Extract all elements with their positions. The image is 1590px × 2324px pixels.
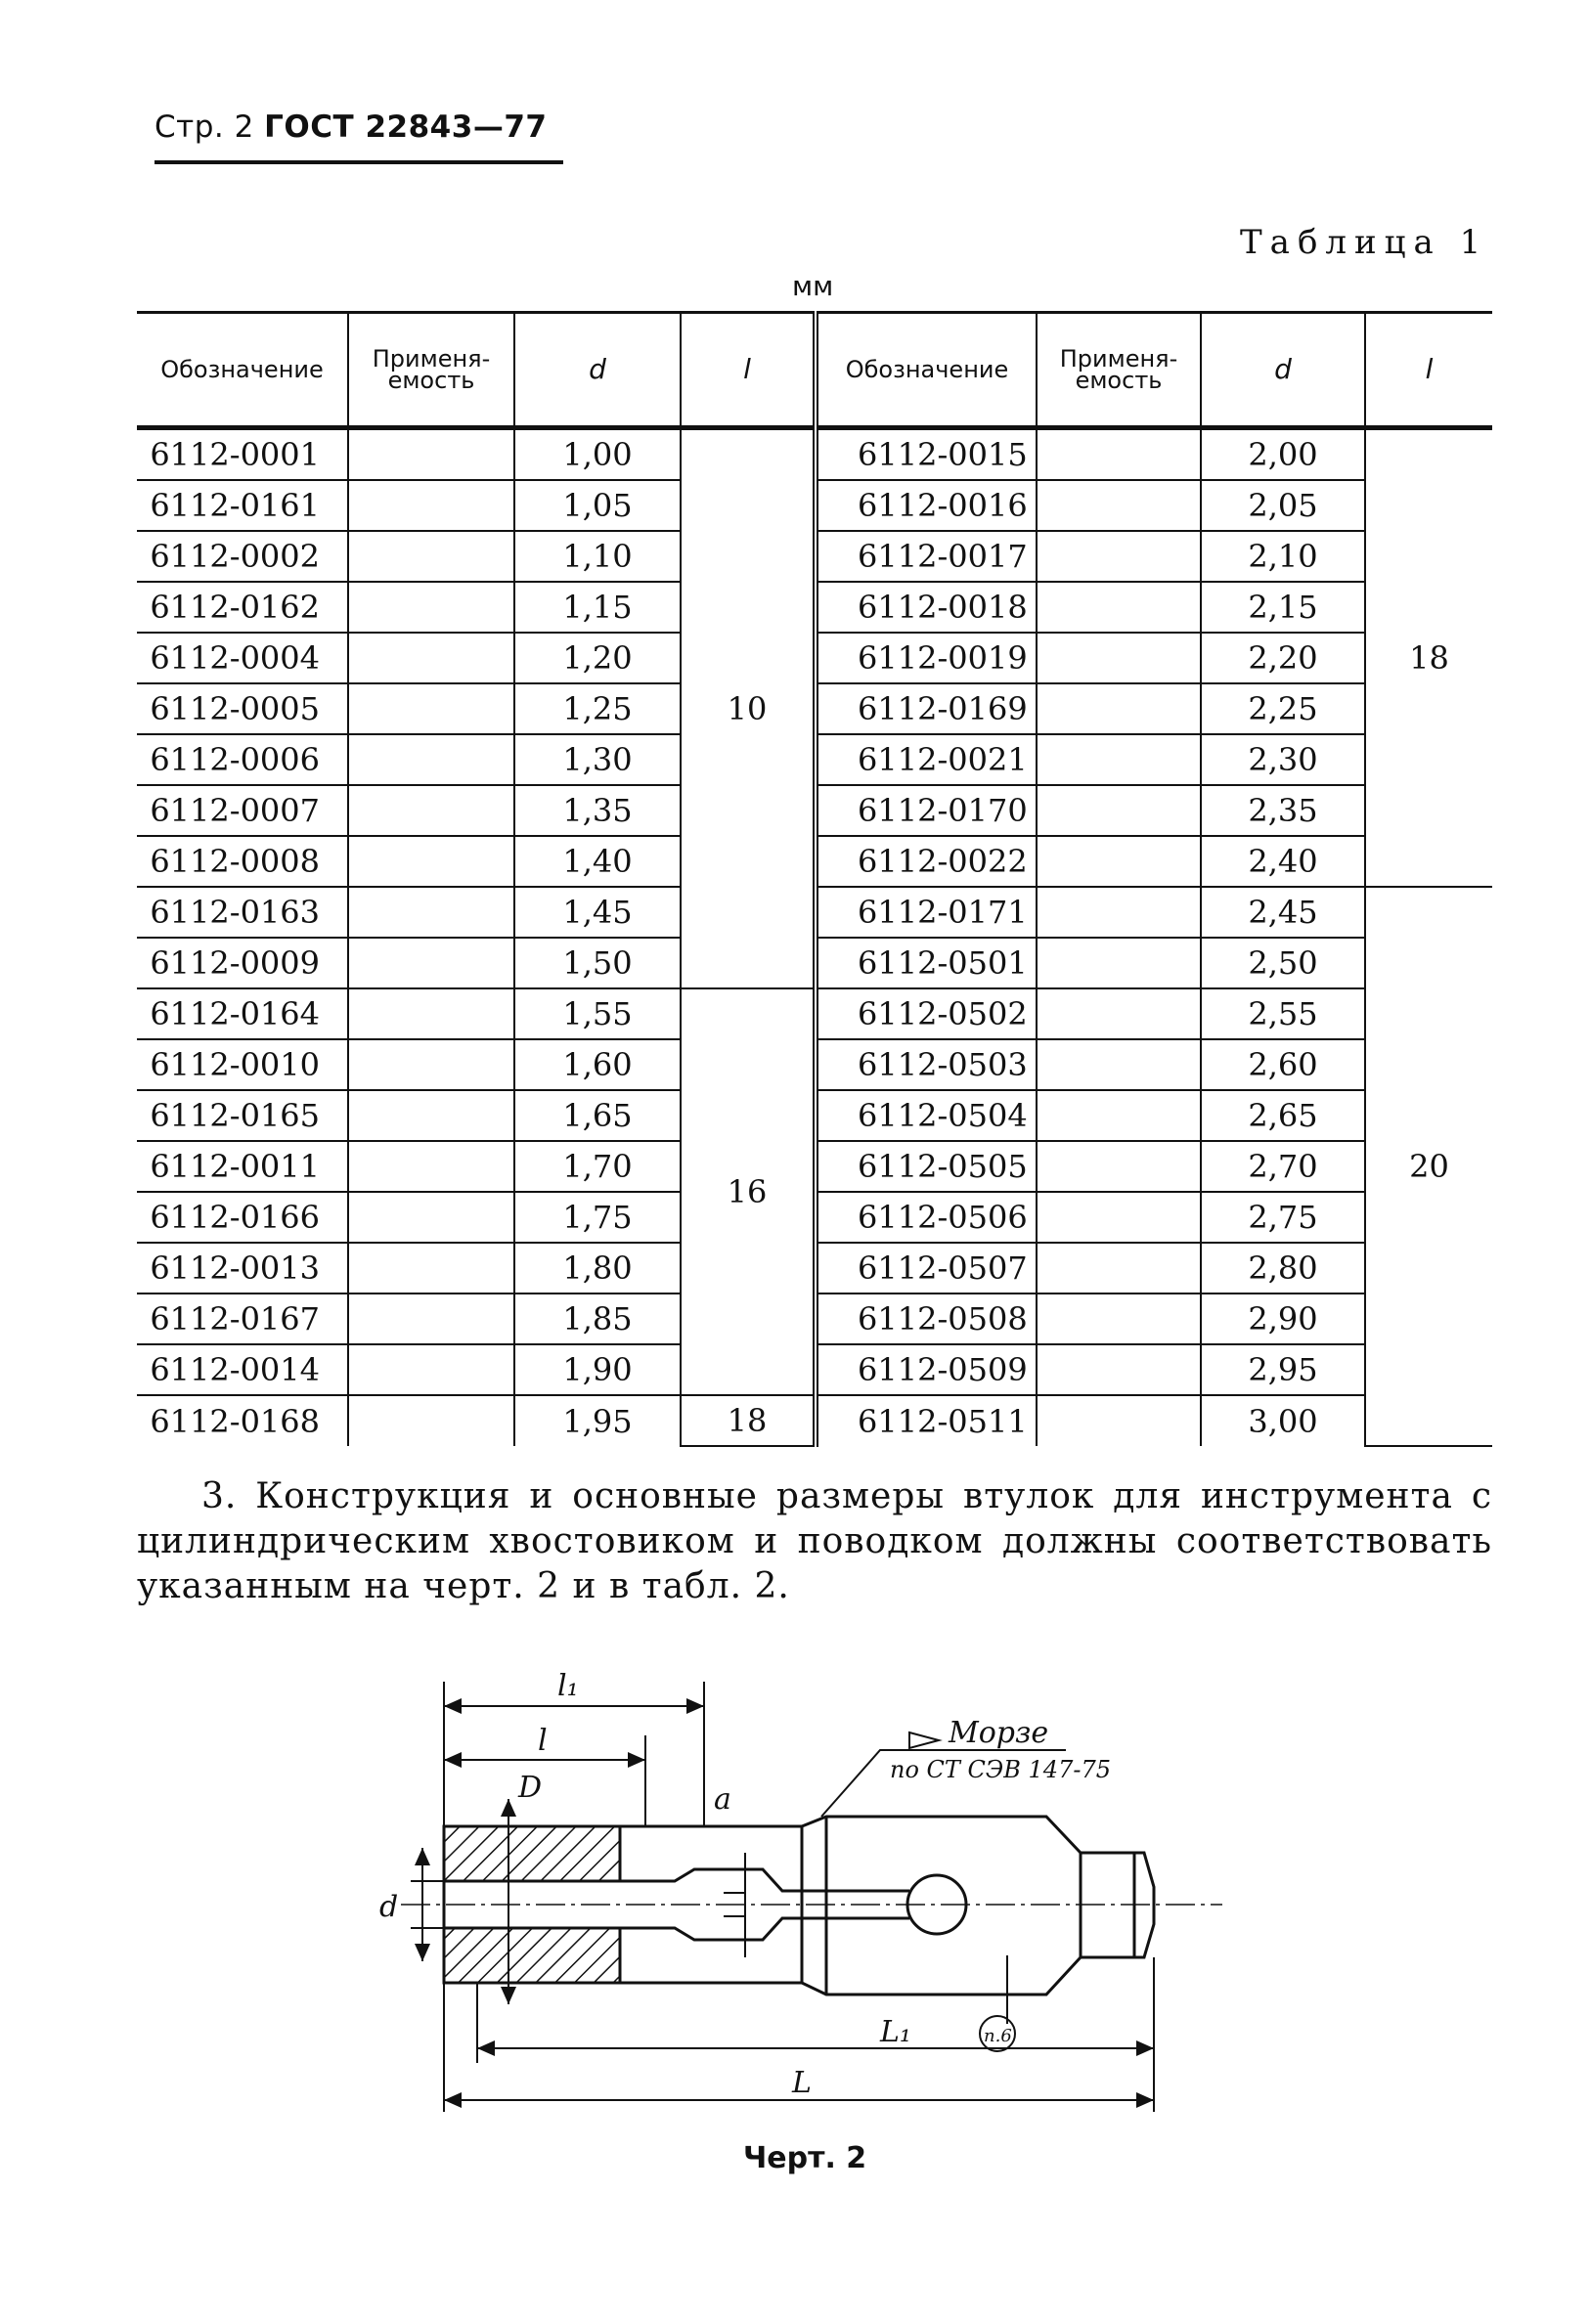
dimensions-table: [137, 311, 1492, 1447]
cell-code-left: 6112-0162: [137, 582, 348, 633]
cell-code-right: 6112-0502: [816, 988, 1037, 1039]
cell-code-right: 6112-0506: [816, 1192, 1037, 1243]
cell-code-left: 6112-0163: [137, 887, 348, 938]
cell-applicability-left: [348, 1141, 514, 1192]
cell-applicability-right: [1037, 582, 1201, 633]
cell-code-left: 6112-0007: [137, 785, 348, 836]
col-d-right: d: [1201, 313, 1365, 428]
cell-d-right: 3,00: [1201, 1395, 1365, 1446]
cell-applicability-right: [1037, 1344, 1201, 1395]
cell-d-right: 2,40: [1201, 836, 1365, 887]
cell-code-left: 6112-0010: [137, 1039, 348, 1090]
table-row: [137, 1395, 1492, 1446]
label-L: L: [792, 2066, 812, 2100]
cell-d-right: 2,60: [1201, 1039, 1365, 1090]
cell-l-left: 18: [681, 1395, 816, 1446]
cell-applicability-left: [348, 988, 514, 1039]
cell-code-left: 6112-0164: [137, 988, 348, 1039]
cell-d-left: 1,25: [514, 683, 681, 734]
cell-applicability-right: [1037, 428, 1201, 481]
col-applicability-left: Применя-емость: [348, 313, 514, 428]
standard-number: ГОСТ 22843—77: [264, 110, 548, 145]
label-d: d: [379, 1890, 399, 1924]
cell-l-left: 16: [681, 988, 816, 1395]
cell-applicability-left: [348, 633, 514, 683]
cell-d-left: 1,05: [514, 480, 681, 531]
cell-d-left: 1,50: [514, 938, 681, 988]
cell-code-right: 6112-0170: [816, 785, 1037, 836]
cell-l-right: 18: [1365, 428, 1492, 888]
cell-d-right: 2,00: [1201, 428, 1365, 481]
cell-applicability-left: [348, 1243, 514, 1294]
cell-code-right: 6112-0511: [816, 1395, 1037, 1446]
cell-d-left: 1,45: [514, 887, 681, 938]
cell-d-right: 2,55: [1201, 988, 1365, 1039]
cell-applicability-left: [348, 1344, 514, 1395]
label-l1-top: l₁: [557, 1669, 579, 1703]
page-header: [155, 110, 547, 145]
cell-d-left: 1,55: [514, 988, 681, 1039]
cell-d-right: 2,20: [1201, 633, 1365, 683]
table-title: Таблица 1: [1240, 223, 1489, 262]
cell-d-left: 1,70: [514, 1141, 681, 1192]
table-header-row: [137, 313, 1492, 428]
cell-applicability-right: [1037, 1192, 1201, 1243]
cell-code-left: 6112-0165: [137, 1090, 348, 1141]
cell-d-right: 2,10: [1201, 531, 1365, 582]
cell-applicability-right: [1037, 1243, 1201, 1294]
cell-d-left: 1,85: [514, 1294, 681, 1344]
cell-applicability-right: [1037, 734, 1201, 785]
cell-applicability-right: [1037, 887, 1201, 938]
cell-d-right: 2,30: [1201, 734, 1365, 785]
cell-d-left: 1,95: [514, 1395, 681, 1446]
cell-code-left: 6112-0161: [137, 480, 348, 531]
cell-applicability-right: [1037, 531, 1201, 582]
cell-d-right: 2,45: [1201, 887, 1365, 938]
cell-applicability-left: [348, 785, 514, 836]
table-units: мм: [792, 270, 834, 302]
cell-applicability-right: [1037, 1141, 1201, 1192]
label-a: a: [714, 1782, 731, 1817]
cell-code-left: 6112-0002: [137, 531, 348, 582]
cell-d-left: 1,80: [514, 1243, 681, 1294]
cell-code-right: 6112-0171: [816, 887, 1037, 938]
paragraph-3: 3. Конструкция и основные размеры втулок для инструмента с цилиндрическим хвостовиком и поводком должны соответствовать указанным на черт. 2 и в табл. 2.: [137, 1476, 1492, 1606]
cell-d-left: 1,60: [514, 1039, 681, 1090]
cell-applicability-right: [1037, 785, 1201, 836]
cell-applicability-left: [348, 480, 514, 531]
label-position: п.6: [984, 2026, 1012, 2046]
label-D: D: [518, 1771, 543, 1805]
cell-applicability-right: [1037, 1039, 1201, 1090]
cell-code-right: 6112-0505: [816, 1141, 1037, 1192]
cell-d-right: 2,65: [1201, 1090, 1365, 1141]
cell-code-right: 6112-0015: [816, 428, 1037, 481]
cell-applicability-right: [1037, 938, 1201, 988]
table-row: [137, 428, 1492, 481]
cell-d-left: 1,65: [514, 1090, 681, 1141]
page-number: Стр. 2: [155, 110, 254, 145]
cell-applicability-right: [1037, 988, 1201, 1039]
cell-applicability-right: [1037, 1090, 1201, 1141]
cell-d-right: 2,70: [1201, 1141, 1365, 1192]
drawing-2: [362, 1652, 1222, 2141]
cell-code-right: 6112-0509: [816, 1344, 1037, 1395]
cell-d-left: 1,00: [514, 428, 681, 481]
col-designation-left: Обозначение: [137, 313, 348, 428]
cell-code-right: 6112-0503: [816, 1039, 1037, 1090]
cell-code-left: 6112-0167: [137, 1294, 348, 1344]
cell-code-right: 6112-0501: [816, 938, 1037, 988]
drawing-caption: Черт. 2: [743, 2141, 867, 2175]
cell-code-right: 6112-0504: [816, 1090, 1037, 1141]
cell-d-right: 2,35: [1201, 785, 1365, 836]
cell-applicability-left: [348, 1294, 514, 1344]
cell-applicability-left: [348, 683, 514, 734]
cell-d-left: 1,75: [514, 1192, 681, 1243]
cell-code-right: 6112-0508: [816, 1294, 1037, 1344]
label-morse-std: по СТ СЭВ 147-75: [890, 1756, 1111, 1783]
col-l-right: l: [1365, 313, 1492, 428]
cell-d-right: 2,75: [1201, 1192, 1365, 1243]
cell-applicability-left: [348, 1395, 514, 1446]
cell-applicability-left: [348, 531, 514, 582]
cell-d-left: 1,30: [514, 734, 681, 785]
cell-d-left: 1,40: [514, 836, 681, 887]
cell-d-right: 2,80: [1201, 1243, 1365, 1294]
label-l-top: l: [538, 1724, 548, 1758]
cell-code-left: 6112-0011: [137, 1141, 348, 1192]
cell-d-right: 2,95: [1201, 1344, 1365, 1395]
cell-code-right: 6112-0017: [816, 531, 1037, 582]
cell-d-left: 1,35: [514, 785, 681, 836]
cell-applicability-left: [348, 938, 514, 988]
cell-applicability-right: [1037, 683, 1201, 734]
cell-code-left: 6112-0006: [137, 734, 348, 785]
label-L1: L₁: [880, 2015, 911, 2049]
cell-code-right: 6112-0507: [816, 1243, 1037, 1294]
col-d-left: d: [514, 313, 681, 428]
bushing-body: [444, 1817, 1154, 1995]
cell-l-left: 10: [681, 428, 816, 989]
cell-code-left: 6112-0004: [137, 633, 348, 683]
cell-applicability-left: [348, 428, 514, 481]
cell-d-left: 1,10: [514, 531, 681, 582]
cell-d-right: 2,15: [1201, 582, 1365, 633]
cell-code-left: 6112-0009: [137, 938, 348, 988]
cell-code-left: 6112-0008: [137, 836, 348, 887]
cell-d-left: 1,15: [514, 582, 681, 633]
cell-code-left: 6112-0168: [150, 1402, 320, 1440]
cell-code-right: 6112-0021: [816, 734, 1037, 785]
cell-applicability-left: [348, 836, 514, 887]
cell-d-right: 2,50: [1201, 938, 1365, 988]
table-row: [137, 988, 1492, 1039]
cell-code-left: 6112-0005: [137, 683, 348, 734]
cell-code-right: 6112-0169: [816, 683, 1037, 734]
col-applicability-right: Применя-емость: [1037, 313, 1201, 428]
cell-applicability-left: [348, 1192, 514, 1243]
cell-applicability-left: [348, 582, 514, 633]
cell-d-left: 1,20: [514, 633, 681, 683]
cell-code-left: 6112-0013: [137, 1243, 348, 1294]
cell-code-right: 6112-0019: [816, 633, 1037, 683]
cell-d-left: 1,90: [514, 1344, 681, 1395]
cell-applicability-right: [1037, 480, 1201, 531]
cell-d-right: 2,90: [1201, 1294, 1365, 1344]
cell-applicability-left: [348, 1090, 514, 1141]
cell-l-right: 20: [1365, 887, 1492, 1446]
cell-applicability-left: [348, 1039, 514, 1090]
col-l-left: l: [681, 313, 816, 428]
cell-code-left: 6112-0166: [137, 1192, 348, 1243]
cell-code-right: 6112-0016: [816, 480, 1037, 531]
label-morse: Морзе: [949, 1716, 1049, 1750]
cell-applicability-right: [1037, 1395, 1201, 1446]
cell-code-right: 6112-0022: [816, 836, 1037, 887]
cell-applicability-right: [1037, 1294, 1201, 1344]
cell-applicability-right: [1037, 836, 1201, 887]
cell-d-right: 2,25: [1201, 683, 1365, 734]
col-designation-right: Обозначение: [816, 313, 1037, 428]
cell-code-right: 6112-0018: [816, 582, 1037, 633]
header-rule: [155, 160, 563, 164]
cell-applicability-left: [348, 887, 514, 938]
cell-code-left: 6112-0001: [137, 428, 348, 481]
cell-applicability-right: [1037, 633, 1201, 683]
cell-applicability-left: [348, 734, 514, 785]
cell-code-left: 6112-0014: [137, 1344, 348, 1395]
cell-d-right: 2,05: [1201, 480, 1365, 531]
